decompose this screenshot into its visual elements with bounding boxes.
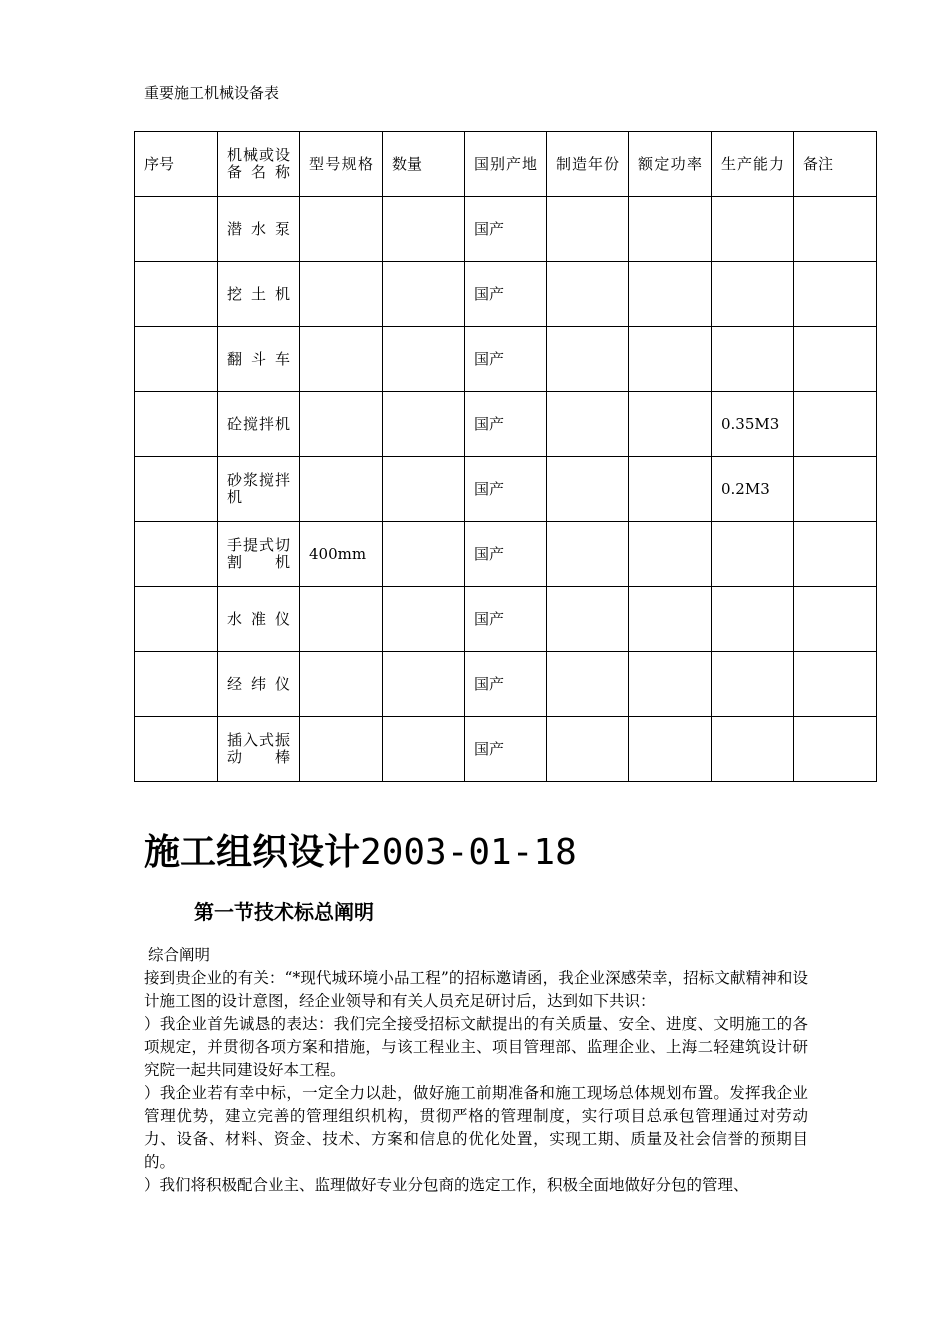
table-row (135, 392, 877, 457)
table-cell (629, 327, 712, 392)
table-cell (629, 717, 712, 782)
table-cell (300, 587, 383, 652)
table-cell (383, 717, 465, 782)
table-row (135, 457, 877, 522)
document-title-text: 施工组织设计 (144, 832, 361, 873)
table-cell (794, 652, 877, 717)
table-cell: 水准仪 (218, 587, 300, 652)
table-row (135, 197, 877, 262)
table-cell: 国产 (465, 197, 547, 262)
table-cell: 潜水泵 (218, 197, 300, 262)
table-cell: 国产 (465, 392, 547, 457)
table-cell (712, 587, 794, 652)
table-cell (383, 327, 465, 392)
document-title (144, 824, 577, 875)
paragraph: ）我企业若有幸中标，一定全力以赴，做好施工前期准备和施工现场总体规划布置。发挥我企业管理优势，建立完善的管理组织机构，贯彻严格的管理制度，实行项目总承包管理通过对劳动力、设备、材料、资金、技术、方案和信息的优化处置，实现工期、质量及社会信誉的预期目的。 (144, 1084, 808, 1171)
table-cell (794, 197, 877, 262)
table-cell (712, 717, 794, 782)
table-cell: 砂浆搅拌机 (218, 457, 300, 522)
table-cell: 翻斗车 (218, 327, 300, 392)
table-cell (629, 522, 712, 587)
table-row (135, 522, 877, 587)
table-cell (629, 262, 712, 327)
table-cell (135, 262, 218, 327)
header-cell: 机械或设备名称 (218, 132, 300, 197)
table-cell: 400mm (300, 522, 383, 587)
table-cell: 0.2M3 (712, 457, 794, 522)
table-cell (547, 457, 629, 522)
table-cell (794, 327, 877, 392)
table-cell (712, 197, 794, 262)
table-cell: 国产 (465, 457, 547, 522)
table-cell (794, 587, 877, 652)
table-cell (547, 262, 629, 327)
table-row (135, 652, 877, 717)
header-cell: 型号规格 (300, 132, 383, 197)
table-cell (547, 197, 629, 262)
table-cell (547, 587, 629, 652)
table-row (135, 717, 877, 782)
table-cell (135, 522, 218, 587)
table-cell (383, 522, 465, 587)
table-cell (300, 652, 383, 717)
table-cell (547, 717, 629, 782)
table-cell (629, 392, 712, 457)
table-cell: 国产 (465, 717, 547, 782)
table-cell: 国产 (465, 262, 547, 327)
paragraph: 综合阐明 (148, 946, 211, 964)
table-cell: 国产 (465, 327, 547, 392)
table-body (135, 197, 877, 782)
table-cell (135, 457, 218, 522)
table-cell (135, 392, 218, 457)
table-cell (629, 197, 712, 262)
table-cell: 国产 (465, 652, 547, 717)
table-cell: 国产 (465, 522, 547, 587)
table-row (135, 587, 877, 652)
table-cell: 挖土机 (218, 262, 300, 327)
table-cell (547, 327, 629, 392)
table-cell (383, 652, 465, 717)
table-cell (135, 197, 218, 262)
table-cell (629, 587, 712, 652)
table-cell (794, 457, 877, 522)
table-cell (135, 587, 218, 652)
table-cell (135, 717, 218, 782)
paragraph: 接到贵企业的有关：“*现代城环境小品工程”的招标邀请函，我企业深感荣幸，招标文献精神和设计施工图的设计意图，经企业领导和有关人员充足研讨后，达到如下共识： (144, 969, 808, 1010)
table-row (135, 327, 877, 392)
table-cell (712, 652, 794, 717)
header-cell: 数量 (383, 132, 465, 197)
header-cell: 额定功率 (629, 132, 712, 197)
table-cell (712, 522, 794, 587)
table-cell (794, 717, 877, 782)
table-cell (300, 197, 383, 262)
section-heading: 第一节技术标总阐明 (194, 900, 374, 924)
header-cell: 生产能力 (712, 132, 794, 197)
equipment-table (134, 131, 877, 782)
table-cell (135, 652, 218, 717)
table-cell (300, 262, 383, 327)
header-cell: 序号 (135, 132, 218, 197)
table-caption: 重要施工机械设备表 (144, 84, 280, 102)
table-cell: 手提式切割机 (218, 522, 300, 587)
table-cell: 砼搅拌机 (218, 392, 300, 457)
table-cell (547, 652, 629, 717)
paragraph: ）我企业首先诚恳的表达：我们完全接受招标文献提出的有关质量、安全、进度、文明施工的各项规定，并贯彻各项方案和措施，与该工程业主、项目管理部、监理企业、上海二轻建筑设计研究院一起共同建设好本工程。 (144, 1015, 808, 1079)
table-cell: 经纬仪 (218, 652, 300, 717)
table-cell: 插入式振动棒 (218, 717, 300, 782)
document-title-date: 2003-01-18 (360, 832, 577, 873)
table-cell (300, 457, 383, 522)
table-cell: 0.35M3 (712, 392, 794, 457)
paragraph: ）我们将积极配合业主、监理做好专业分包商的选定工作，积极全面地做好分包的管理、 (144, 1176, 749, 1194)
table-cell: 国产 (465, 587, 547, 652)
table-cell (794, 392, 877, 457)
header-cell: 国别产地 (465, 132, 547, 197)
table-cell (300, 392, 383, 457)
table-cell (300, 327, 383, 392)
body-text (144, 944, 808, 1197)
header-cell: 制造年份 (547, 132, 629, 197)
table-cell (794, 262, 877, 327)
table-cell (383, 457, 465, 522)
table-cell (547, 522, 629, 587)
table-cell (383, 262, 465, 327)
table-cell (383, 392, 465, 457)
header-cell: 备注 (794, 132, 877, 197)
table-cell (794, 522, 877, 587)
table-cell (383, 587, 465, 652)
table-cell (135, 327, 218, 392)
table-cell (300, 717, 383, 782)
table-cell (383, 197, 465, 262)
table-row (135, 262, 877, 327)
table-cell (547, 392, 629, 457)
table-cell (712, 262, 794, 327)
table-cell (712, 327, 794, 392)
table-cell (629, 457, 712, 522)
table-cell (629, 652, 712, 717)
table-header-row (135, 132, 877, 197)
